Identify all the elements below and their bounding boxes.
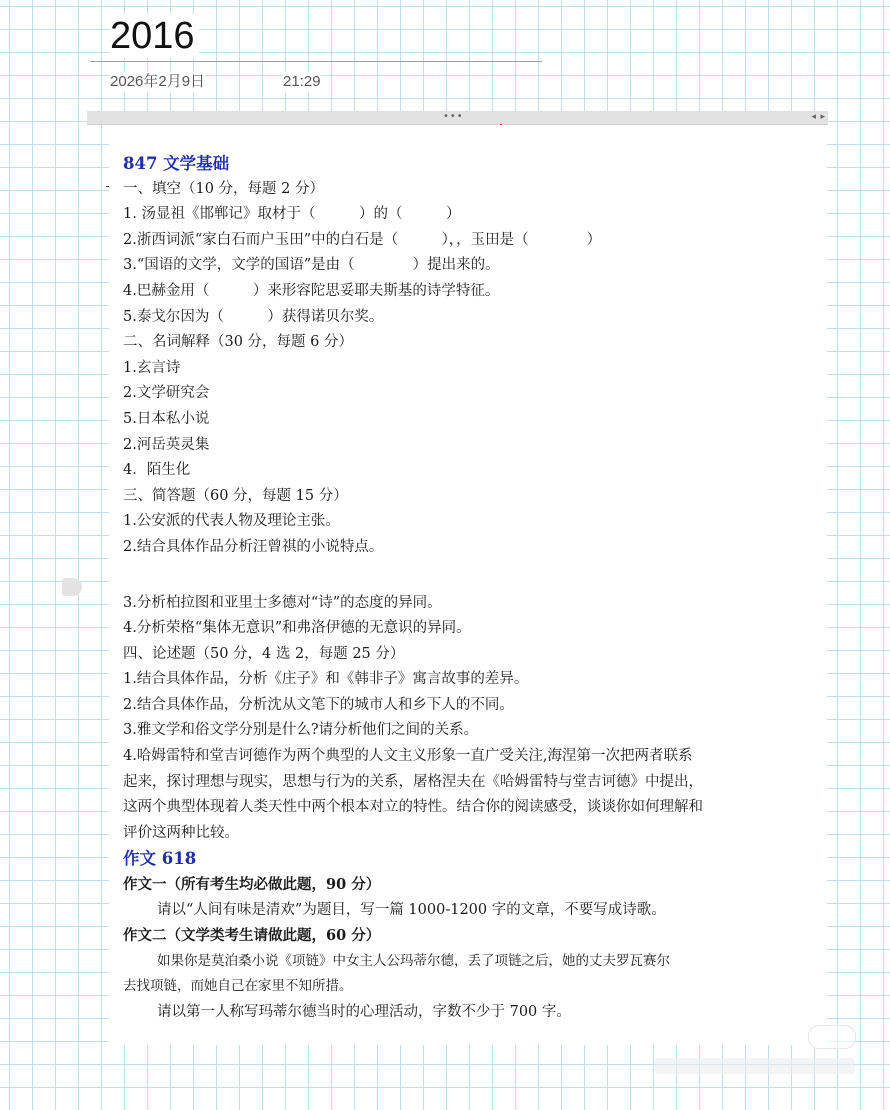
note-time: 21:29 — [283, 73, 321, 90]
document-line: 起来，探讨理想与现实，思想与行为的关系，屠格涅夫在《哈姆雷特与堂吉诃德》中提出， — [123, 773, 703, 790]
document-line: 4.巴赫金用（ ）来形容陀思妥耶夫斯基的诗学特征。 — [123, 282, 500, 299]
document-line: 2.结合具体作品，分析沈从文笔下的城市人和乡下人的不同。 — [123, 696, 514, 713]
document-line: 请以第一人称写玛蒂尔德当时的心理活动，字数不少于 700 字。 — [157, 1004, 571, 1020]
document-line: 5.日本私小说 — [123, 410, 210, 427]
document-line: 4．陌生化 — [123, 462, 191, 479]
side-panel-tab[interactable] — [62, 578, 82, 596]
document-line: 5.泰戈尔因为（ ）获得诺贝尔奖。 — [123, 308, 384, 325]
section-heading: 847 文学基础 — [123, 154, 230, 173]
document-line: 作文一（所有考生均必做此题，90 分） — [123, 876, 381, 894]
section-heading: 作文 618 — [123, 849, 197, 869]
document-line: 评价这两种比较。 — [123, 824, 239, 841]
document-line: 3.“国语的文学，文学的国语”是由（ ）提出来的。 — [123, 257, 500, 274]
document-line: 4.分析荣格“集体无意识”和弗洛伊德的无意识的异同。 — [123, 620, 471, 637]
document-line: 二、名词解释（30 分，每题 6 分） — [123, 334, 354, 351]
document-line: 3.分析柏拉图和亚里士多德对“诗”的态度的异同。 — [123, 594, 442, 611]
exam-paper-image[interactable] — [109, 125, 827, 1045]
document-line: 一、填空（10 分，每题 2 分） — [123, 180, 325, 197]
note-title[interactable]: 2016 — [110, 14, 199, 58]
image-toolbar — [87, 111, 828, 125]
document-line: 1.玄言诗 — [123, 359, 181, 376]
document-line: 3.雅文学和俗文学分别是什么?请分析他们之间的关系。 — [123, 722, 479, 739]
document-line: 这两个典型体现着人类天性中两个根本对立的特性。结合你的阅读感受，谈谈你如何理解和 — [123, 799, 703, 816]
document-line: 1. 汤显祖《邯郸记》取材于（ ）的（ ） — [123, 206, 461, 223]
document-line: 如果你是莫泊桑小说《项链》中女主人公玛蒂尔德，丢了项链之后，她的丈夫罗瓦赛尔 — [157, 952, 670, 969]
scroll-left-icon[interactable]: ◂ — [811, 112, 816, 122]
document-line: 请以“人间有味是清欢”为题目，写一篇 1000-1200 字的文章，不要写成诗歌。 — [157, 901, 666, 918]
document-line: 2.结合具体作品分析汪曾祺的小说特点。 — [123, 538, 384, 555]
document-line: 2.文学研究会 — [123, 385, 210, 402]
title-divider — [90, 61, 542, 62]
document-line: 去找项链，而她自己在家里不知所措。 — [123, 978, 353, 995]
document-line: 4.哈姆雷特和堂吉诃德作为两个典型的人文主义形象一直广受关注,海涅第一次把两者联系 — [123, 748, 693, 765]
note-date: 2026年2月9日 — [110, 73, 206, 90]
document-line: 1.公安派的代表人物及理论主张。 — [123, 513, 340, 530]
blank-line — [123, 561, 819, 591]
scroll-right-icon[interactable]: ▸ — [820, 112, 825, 122]
document-line: 三、简答题（60 分，每题 15 分） — [123, 487, 348, 504]
document-line: 1.结合具体作品，分析《庄子》和《韩非子》寓言故事的差异。 — [123, 671, 529, 688]
document-line: 2.浙西词派“家白石而户玉田”中的白石是（ ），，玉田是（ ） — [123, 231, 602, 248]
document-line: 2.河岳英灵集 — [123, 436, 210, 453]
watermark-logo — [808, 1025, 856, 1049]
document-line: 四、论述题（50 分，4 选 2，每题 25 分） — [123, 645, 405, 662]
drag-handle-icon[interactable]: ••• — [443, 111, 464, 122]
exam-paper-content — [123, 151, 819, 1026]
watermark-text — [655, 1058, 855, 1074]
document-line: 作文二（文学类考生请做此题，60 分） — [123, 927, 381, 945]
